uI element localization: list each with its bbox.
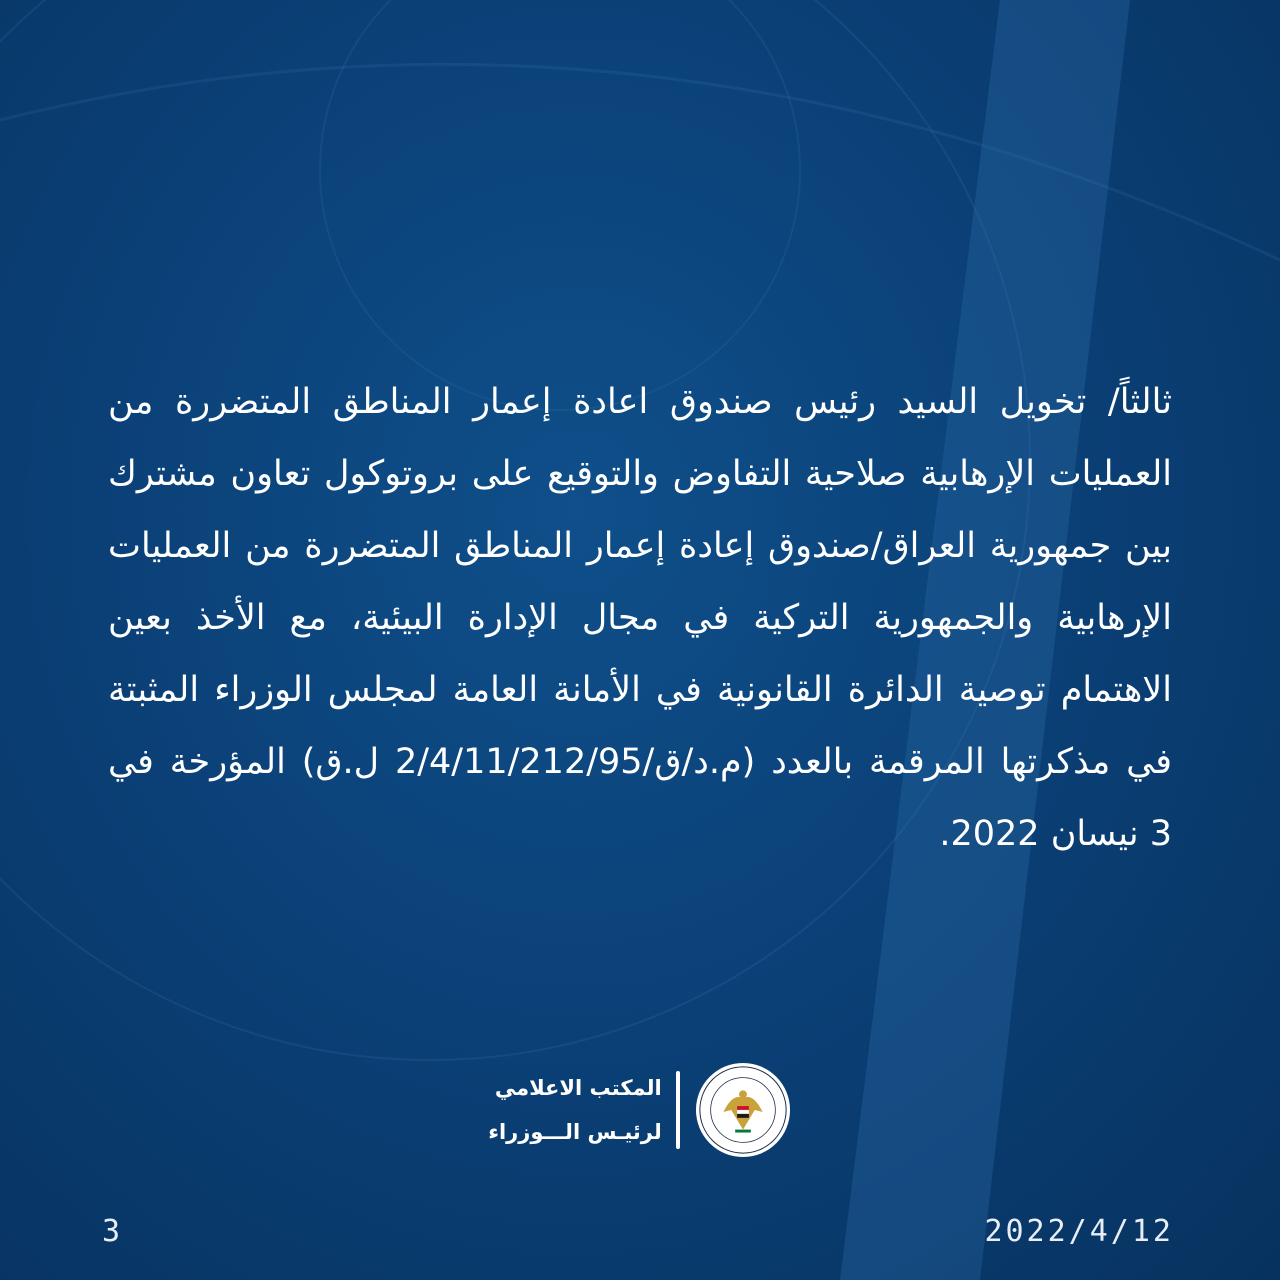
media-office-branding <box>455 1055 825 1165</box>
page-number: 3 <box>102 1214 121 1249</box>
office-line-1: المكتب الاعلامي <box>494 1076 662 1100</box>
branding-divider <box>676 1071 680 1149</box>
watermark-ring-inner <box>320 0 800 410</box>
media-office-name <box>488 1066 661 1154</box>
statement-text: ثالثاً/ تخويل السيد رئيس صندوق اعادة إعمار المناطق المتضررة من العمليات الإرهابية صلاحية التفاوض والتوقيع على بروتوكول تعاون مشترك بين جمهورية العراق/صندوق إعادة إعمار المناطق المتضررة من العمليات الإرهابية والجمهورية التركية في مجال الإدارة البيئية، مع الأخذ بعين الاهتمام توصية الدائرة القانونية في الأمانة العامة لمجلس الوزراء المثبتة في مذكرتها المرقمة بالعدد (م.د/ق/2/4/11/212/95 ل.ق) المؤرخة في 3 نيسان 2022. <box>108 382 1172 854</box>
publish-date: 2022/4/12 <box>984 1214 1174 1249</box>
office-line-2: لرئيـس الـــوزراء <box>488 1120 662 1144</box>
iraq-emblem-icon <box>694 1061 792 1159</box>
